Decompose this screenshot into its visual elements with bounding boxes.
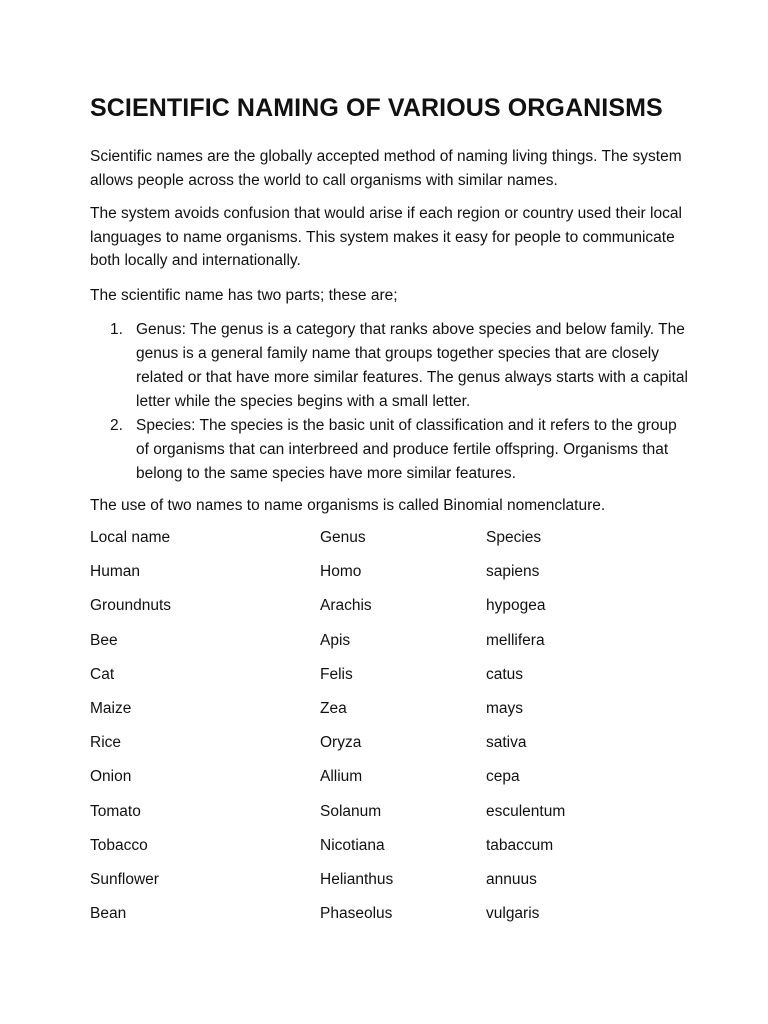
header-genus: Genus: [320, 529, 366, 546]
table-row: [90, 837, 690, 871]
table-cell-species: esculentum: [486, 802, 566, 820]
table-cell-genus: Felis: [320, 665, 353, 683]
table-row: [90, 871, 690, 905]
table-cell-local-name: Bee: [90, 631, 118, 649]
table-cell-genus: Nicotiana: [320, 836, 385, 854]
table-row: [90, 734, 690, 768]
table-row: [90, 768, 690, 802]
table-cell-species: cepa: [486, 768, 520, 786]
table-cell-genus: Helianthus: [320, 870, 394, 888]
parts-paragraph: The scientific name has two parts; these are;: [90, 287, 398, 304]
list-item-text: Genus: The genus is a category that ranks above species and below family. The genus is a general family name that groups together species that are closely related or that have more similar features. The genus always starts with a capital letter while the species begins with a small letter.: [136, 321, 688, 410]
table-cell-genus: Arachis: [320, 597, 372, 615]
list-item-number: 1.: [110, 321, 123, 338]
table-cell-local-name: Onion: [90, 768, 132, 786]
table-row: [90, 700, 690, 734]
table-row: [90, 666, 690, 700]
table-cell-species: hypogea: [486, 597, 546, 615]
table-cell-genus: Homo: [320, 563, 362, 581]
binomial-paragraph: The use of two names to name organisms is called Binomial nomenclature.: [90, 497, 606, 514]
table-row: [90, 632, 690, 666]
table-cell-species: sativa: [486, 734, 527, 752]
table-cell-genus: Solanum: [320, 802, 382, 820]
table-cell-local-name: Tobacco: [90, 836, 148, 854]
parts-list: [90, 318, 690, 486]
table-cell-species: catus: [486, 665, 524, 683]
naming-table: [90, 529, 690, 939]
table-cell-species: mellifera: [486, 631, 545, 649]
table-cell-local-name: Groundnuts: [90, 597, 171, 615]
table-cell-species: mays: [486, 699, 524, 717]
confusion-paragraph: The system avoids confusion that would arise if each region or country used their local languages to name organisms. This system makes it easy for people to communicate both locally and internationally.: [90, 205, 682, 269]
header-species: Species: [486, 529, 542, 546]
list-item: [90, 318, 690, 414]
page-title: SCIENTIFIC NAMING OF VARIOUS ORGANISMS: [90, 94, 663, 122]
table-cell-local-name: Maize: [90, 699, 132, 717]
table-row: [90, 597, 690, 631]
table-cell-genus: Oryza: [320, 734, 362, 752]
table-cell-genus: Phaseolus: [320, 905, 393, 923]
table-row: [90, 803, 690, 837]
table-cell-local-name: Rice: [90, 734, 122, 752]
table-row: [90, 905, 690, 939]
table-row: [90, 563, 690, 597]
table-cell-genus: Apis: [320, 631, 351, 649]
table-cell-local-name: Bean: [90, 905, 127, 923]
table-cell-species: annuus: [486, 870, 537, 888]
table-cell-species: tabaccum: [486, 836, 554, 854]
header-local-name: Local name: [90, 529, 171, 546]
list-item: [90, 414, 690, 486]
table-cell-local-name: Cat: [90, 665, 115, 683]
list-item-number: 2.: [110, 417, 123, 434]
table-cell-local-name: Human: [90, 563, 140, 581]
table-cell-species: vulgaris: [486, 905, 540, 923]
table-cell-genus: Allium: [320, 768, 363, 786]
table-cell-local-name: Sunflower: [90, 870, 159, 888]
table-header-row: [90, 529, 690, 563]
table-cell-local-name: Tomato: [90, 802, 141, 820]
intro-paragraph: Scientific names are the globally accepted method of naming living things. The system allows people across the world to call organisms with similar names.: [90, 148, 682, 189]
table-cell-genus: Zea: [320, 699, 347, 717]
table-cell-species: sapiens: [486, 563, 540, 581]
list-item-text: Species: The species is the basic unit of classification and it refers to the group of organisms that can interbreed and produce fertile offspring. Organisms that belong to the same species have more similar features.: [136, 417, 677, 482]
